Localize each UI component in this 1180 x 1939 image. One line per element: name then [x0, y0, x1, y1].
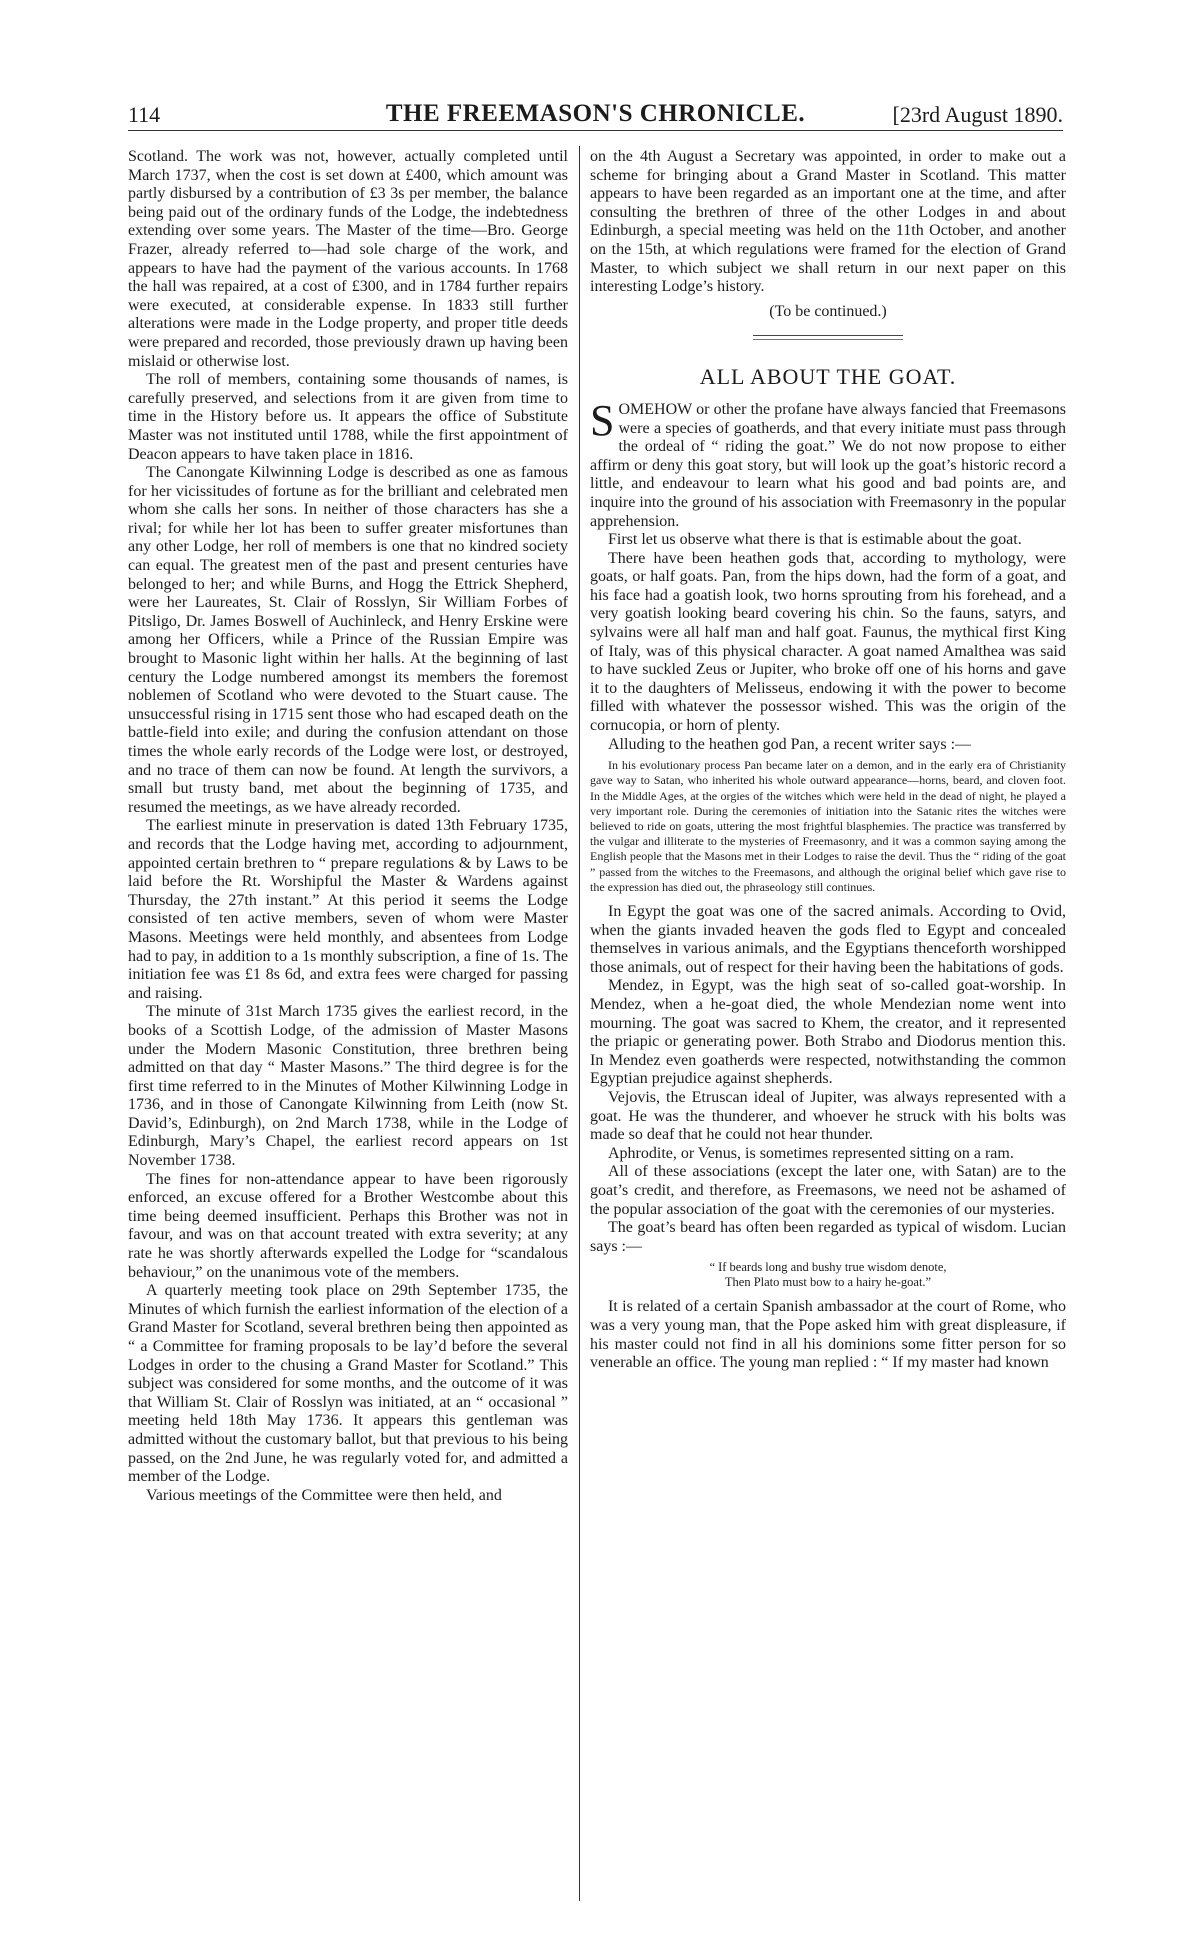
masthead-title: THE FREEMASON'S CHRONICLE.	[385, 100, 806, 127]
paragraph: All of these associations (except the later one, with Satan) are to the goat’s credit, and therefore, as Freemasons, we need not be ashamed of the popular association of the goat with the ceremonies of our mysteries.	[590, 1163, 1066, 1218]
page-number: 114	[128, 102, 161, 127]
page-header	[128, 98, 1063, 134]
paragraph: In Egypt the goat was one of the sacred animals. According to Ovid, when the giants invaded heaven the gods fled to Egypt and concealed themselves in various animals, and the Egyptians thenceforth worshipped those animals, out of respect for their having been the habitations of gods.	[590, 903, 1066, 976]
paragraph: on the 4th August a Secretary was appointed, in order to make out a scheme for bringing about a Grand Master in Scotland. This matter appears to have been regarded as an important one at the time, and after consulting the brethren of three of the other Lodges in and about Edinburgh, a special meeting was held on the 11th October, and another on the 15th, at which regulations were framed for the election of Grand Master, to which subject we shall return in our next paper on this interesting Lodge’s history.	[590, 148, 1066, 296]
issue-date: [23rd August 1890.	[892, 102, 1063, 127]
paragraph: Various meetings of the Committee were then held, and	[146, 1486, 502, 1504]
paragraph: The earliest minute in preservation is dated 13th February 1735, and records that the Lodge having met, according to adjournment, appointed certain brethren to “ prepare regulations & by Laws to be laid before the Rt. Worshipful the Master & Wardens against Thursday, the 27th instant.” At this period it seems the Lodge consisted of ten active members, seven of whom were Master Masons. Meetings were held monthly, and absentees from Lodge had to pay, in addition to a 1s monthly subscription, a fine of 1s. The initiation fee was £1 8s 6d, and extra fees were charged for passing and raising.	[128, 817, 568, 1002]
paragraph: Scotland. The work was not, however, actually completed until March 1737, when the cost is set down at £400, which amount was partly disbursed by a contribution of £3 3s per member, the balance being paid out of the ordinary funds of the Lodge, the indebtedness extending over some years. The Master of the time—Bro. George Frazer, already referred to—had sole charge of the work, and appears to have had the payment of the various accounts. In 1768 the hall was repaired, at a cost of £300, and in 1784 further repairs were executed, at considerable expense. In 1833 still further alterations were made in the Lodge property, and proper title deeds were prepared and recorded, those previously drawn up having been mislaid or otherwise lost.	[128, 148, 568, 370]
article-title: ALL ABOUT THE GOAT.	[699, 364, 957, 390]
drop-cap: S	[590, 395, 615, 445]
paragraph: It is related of a certain Spanish ambassador at the court of Rome, who was a very young man, that the Pope asked him with great displeasure, if his master could not find in all his dominions some fitter person for so venerable an office. The young man replied : “ If my master had known	[590, 1298, 1066, 1372]
paragraph: Alluding to the heathen god Pan, a recent writer says :—	[608, 735, 972, 753]
paragraph: Mendez, in Egypt, was the high seat of so-called goat-worship. In Mendez, when a he-goat died, the whole Mendezian nome went into mourning. The goat was sacred to Khem, the creator, and it represented the priapic or generating power. Both Strabo and Diodorus mention this. In Mendez even goatherds were respected, notwithstanding the common Egyptian prejudice against shepherds.	[590, 977, 1066, 1088]
paragraph: The fines for non-attendance appear to have been rigorously enforced, an excuse offered for a Brother Westcombe about this time being deemed insufficient. Perhaps this Brother was not in favour, and was on that account treated with extra severity; at any rate he was shortly afterwards expelled the Lodge for “scandalous behaviour,” on the unanimous vote of the members.	[128, 1170, 568, 1281]
opening-paragraph	[590, 395, 1066, 531]
block-quote: In his evolutionary process Pan became later on a demon, and in the early era of Christianity gave way to Satan, who inherited his whole outward appearance—horns, beard, and cloven foot. In the Middle Ages, at the orgies of the witches which were held in the dead of night, he played a very important role. During the ceremonies of initiation into the Satanic rites the witches were believed to ride on goats, uttering the most frightful blasphemies. The practice was transferred by the vulgar and illiterate to the mysteries of Freemasonry, and it was a common saying among the English people that the Masons met in their Lodges to raise the devil. Thus the “ riding of the goat ” passed from the witches to the Freemasons, and although the original belief which gave rise to the expression has died out, the phraseology still continues.	[590, 758, 1066, 894]
left-column	[128, 148, 568, 1505]
column-divider	[579, 146, 580, 1901]
paragraph: Vejovis, the Etruscan ideal of Jupiter, was always represented with a goat. He was the thunderer, and whoever he struck with his bolts was made so deaf that he could not hear thunder.	[590, 1088, 1066, 1144]
verse-line: Then Plato must bow to a hairy he-goat.”	[724, 1275, 932, 1290]
header-rule	[128, 130, 1063, 131]
verse-line: “ If beards long and bushy true wisdom denote,	[709, 1260, 947, 1275]
paragraph: First let us observe what there is that is estimable about the goat.	[608, 531, 1022, 549]
opening-text: OMEHOW or other the profane have always fancied that Freemasons were a species of goatherds, and that every initiate must pass through the ordeal of “ riding the goat.” We do not now propose to either affirm or deny this goat story, but will look up the goat’s historic record a little, and endeavour to learn what his good and bad points are, and inquire into the ground of his association with Freemasonry in the popular apprehension.	[590, 400, 1066, 530]
right-column	[590, 148, 1066, 1373]
section-rule	[753, 335, 903, 340]
paragraph: A quarterly meeting took place on 29th September 1735, the Minutes of which furnish the earliest information of the election of a Grand Master for Scotland, several brethren being then appointed as “ a Committee for framing proposals to be lay’d before the several Lodges in order to the chusing a Grand Master for Scotland.” This subject was considered for some months, and the outcome of it was that William St. Clair of Rosslyn was initiated, at an “ occasional ” meeting held 18th May 1736. It appears this gentleman was admitted without the customary ballot, but that previous to his being passed, on the 2nd June, he was regularly voted for, and admitted a member of the Lodge.	[128, 1282, 568, 1486]
paragraph: The minute of 31st March 1735 gives the earliest record, in the books of a Scottish Lodge, of the admission of Master Masons under the Modern Masonic Constitution, three brethren being admitted on that day “ Master Masons.” The third degree is for the first time referred to in the Minutes of Mother Kilwinning Lodge in 1736, and in those of Canongate Kilwinning from Leith (now St. David’s, Edinburgh), on 2nd March 1738, while in the Lodge of Edinburgh, Mary’s Chapel, the earliest record appears on 1st November 1738.	[128, 1003, 568, 1170]
paragraph: Aphrodite, or Venus, is sometimes represented sitting on a ram.	[608, 1144, 1014, 1162]
paragraph: The goat’s beard has often been regarded as typical of wisdom. Lucian says :—	[590, 1219, 1066, 1255]
paragraph: The Canongate Kilwinning Lodge is described as one as famous for her vicissitudes of fortune as for the brilliant and celebrated men whom she calls her sons. In neither of those characters has she a rival; for while her lot has been to suffer greater misfortunes than any other Lodge, her roll of members is one that no kindred society can equal. The greatest men of the past and present centuries have belonged to her; and while Burns, and Hogg the Ettrick Shepherd, were her Laureates, St. Clair of Rosslyn, Sir William Forbes of Pitsligo, Dr. James Boswell of Auchinleck, and Henry Erskine were among her Officers, while a Prince of the Russian Empire was brought to Masonic light within her halls. At the beginning of last century the Lodge numbered amongst its members the foremost noblemen of Scotland who were devoted to the Stuart cause. The unsuccessful rising in 1715 sent those who had escaped death on the battle-field into exile; and during the confusion attendant on those times the whole early records of the Lodge were lost, or destroyed, and no trace of them can now be found. At length the survivors, a small but trusty band, met about the beginning of 1735, and resumed the meetings, as we have already recorded.	[128, 464, 568, 816]
paragraph: There have been heathen gods that, according to mythology, were goats, or half goats. Pan, from the hips down, had the form of a goat, and his face had a goatish look, two horns sprouting from his forehead, and a very goatish looking beard covering his chin. So the fauns, satyrs, and sylvains were all half man and half goat. Faunus, the mythical first King of Italy, was of this physical character. A goat named Amalthea was said to have suckled Zeus or Jupiter, who broke off one of his horns and gave it to the daughters of Melisseus, endowing it with the power to become filled with whatever the possessor wished. This was the origin of the cornucopia, or horn of plenty.	[590, 549, 1066, 735]
paragraph: The roll of members, containing some thousands of names, is carefully preserved, and selections from it are given from time to time in the History before us. It appears the office of Substitute Master was not instituted until 1788, while the first appointment of Deacon appears to have taken place in 1816.	[128, 371, 568, 463]
continued-note: (To be continued.)	[769, 302, 887, 320]
verse-quote	[590, 1260, 1066, 1290]
